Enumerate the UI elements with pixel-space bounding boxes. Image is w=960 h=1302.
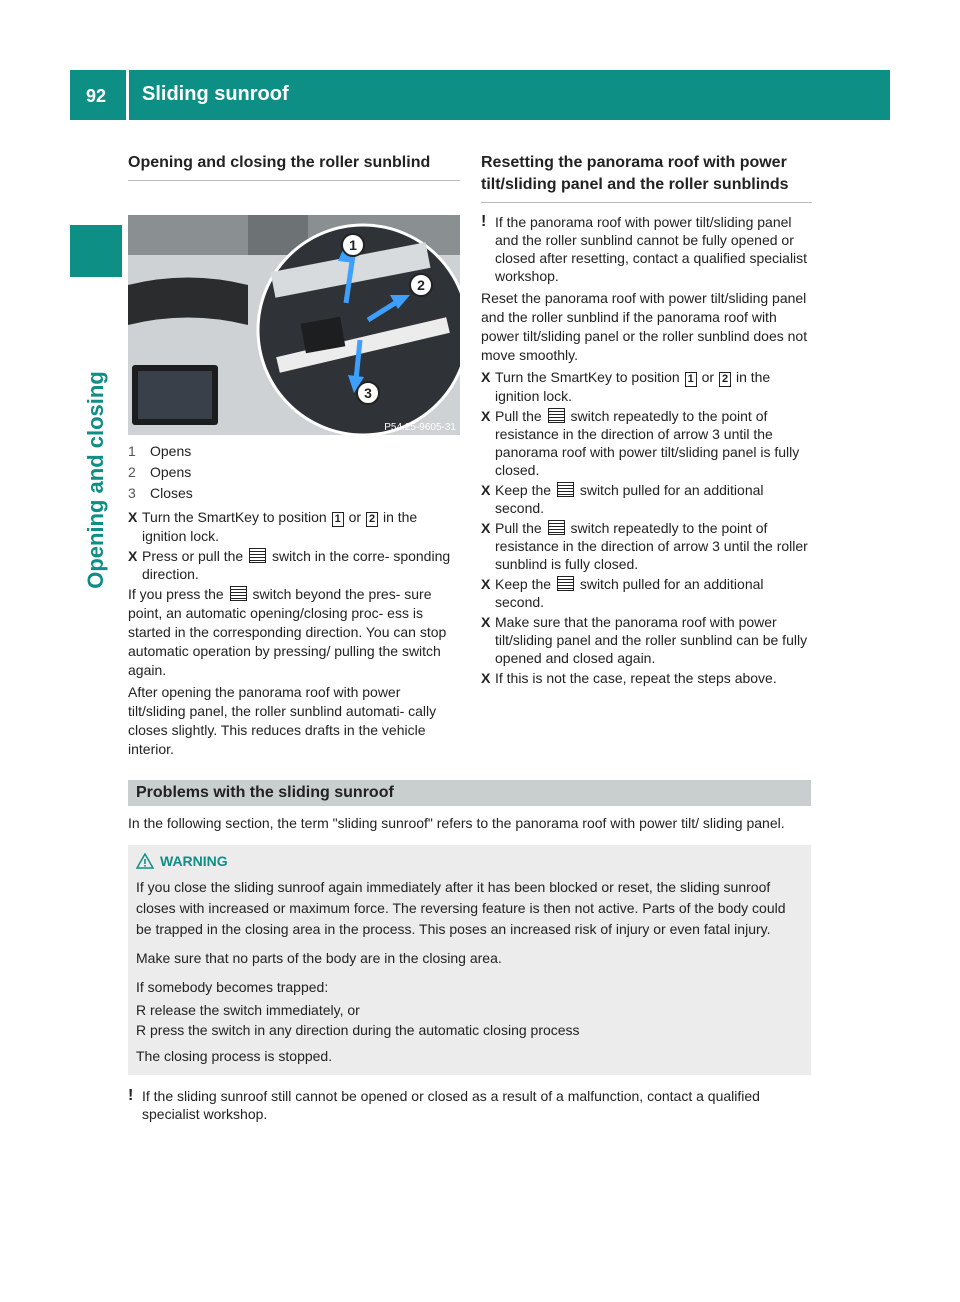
exclamation-icon: ! — [481, 213, 487, 230]
side-tab-marker — [70, 225, 122, 277]
switch-icon — [557, 576, 574, 591]
warning-text: Make sure that no parts of the body are in the closing area. — [136, 950, 502, 966]
warning-triangle-icon — [136, 853, 154, 869]
switch-icon — [548, 408, 565, 423]
sunblind-switch-figure — [128, 215, 460, 435]
exclamation-icon: ! — [128, 1087, 134, 1104]
legend-item: 2 Opens — [128, 464, 192, 480]
paragraph: If you press the switch beyond the pres- sure point, an automatic opening/closing proc- ess is started in the corresponding direction. You can stop automatic operation by pressing/ pulling the switch again. — [128, 586, 447, 678]
warning-title: WARNING — [136, 853, 803, 869]
switch-icon — [557, 482, 574, 497]
paragraph: In the following section, the term "sliding sunroof" refers to the panorama roof with power tilt/ sliding panel. — [128, 815, 785, 831]
figure-illustration — [128, 215, 460, 435]
instruction-step: X Pull the switch repeatedly to the point of resistance in the direction of arrow 3 until the panorama roof with power tilt/sliding panel is fully closed. — [481, 408, 800, 478]
right-column — [481, 152, 812, 689]
page-header — [70, 70, 890, 120]
legend-item: 1 Opens — [128, 443, 192, 459]
caution-note: ! If the sliding sunroof still cannot be opened or closed as a result of a malfunction, contact a qualified specialist workshop. — [128, 1087, 760, 1122]
page-title: Sliding sunroof — [142, 83, 289, 105]
left-column — [128, 152, 460, 762]
section-heading: Opening and closing the roller sunblind — [128, 154, 431, 171]
warning-box — [128, 845, 811, 1075]
callout-2: 2 — [417, 277, 425, 293]
instruction-step: X Make sure that the panorama roof with power tilt/sliding panel and the roller sunblind can be fully opened and closed again. — [481, 614, 808, 666]
instruction-step: X Turn the SmartKey to position 1 or 2 in the ignition lock. — [481, 369, 771, 404]
instruction-step: X Turn the SmartKey to position 1 or 2 in the ignition lock. — [128, 509, 418, 544]
bullet-item: R press the switch in any direction during the automatic closing process — [136, 1022, 580, 1038]
figure-code: P54.25-9605-31 — [384, 422, 456, 433]
paragraph: After opening the panorama roof with power tilt/sliding panel, the roller sunblind automati- cally closes slightly. This reduces drafts in the vehicle interior. — [128, 684, 437, 757]
callout-3: 3 — [364, 385, 372, 401]
instruction-step: X Keep the switch pulled for an additional second. — [481, 576, 764, 610]
instruction-step: X If this is not the case, repeat the steps above. — [481, 670, 777, 686]
instruction-step: X Keep the switch pulled for an additional second. — [481, 482, 764, 516]
warning-text: The closing process is stopped. — [136, 1048, 333, 1064]
warning-text: If somebody becomes trapped: — [136, 979, 329, 995]
legend-item: 3 Closes — [128, 485, 193, 501]
instruction-step: X Pull the switch repeatedly to the point of resistance in the direction of arrow 3 until the roller sunblind is fully closed. — [481, 520, 808, 572]
instruction-step: X Press or pull the switch in the corre- sponding direction. — [128, 548, 451, 582]
bullet-item: R release the switch immediately, or — [136, 1002, 360, 1018]
warning-text: If you close the sliding sunroof again immediately after it has been blocked or reset, the sliding sunroof closes with increased or maximum force. The reversing feature is then not active. Parts of the body could be trapped in the closing area in the process. This poses an increased risk of injury or even fatal injury. — [136, 879, 786, 937]
caution-note: ! If the panorama roof with power tilt/sliding panel and the roller sunblind cannot be fully opened or closed after resetting, contact a qualified specialist workshop. — [481, 213, 808, 284]
heading-rule — [128, 180, 460, 181]
header-divider — [126, 70, 129, 120]
switch-icon — [230, 586, 247, 601]
section-heading: Problems with the sliding sunroof — [128, 780, 811, 806]
switch-icon — [249, 548, 266, 563]
section-heading: Resetting the panorama roof with power tilt/sliding panel and the roller sunblinds — [481, 154, 789, 193]
page-number: 92 — [86, 86, 107, 106]
callout-1: 1 — [349, 237, 357, 253]
paragraph: Reset the panorama roof with power tilt/sliding panel and the roller sunblind if the panorama roof with power tilt/sliding panel or the roller sunblind does not move smoothly. — [481, 290, 808, 363]
heading-rule — [481, 202, 812, 203]
problems-section — [128, 780, 811, 1127]
switch-icon — [548, 520, 565, 535]
